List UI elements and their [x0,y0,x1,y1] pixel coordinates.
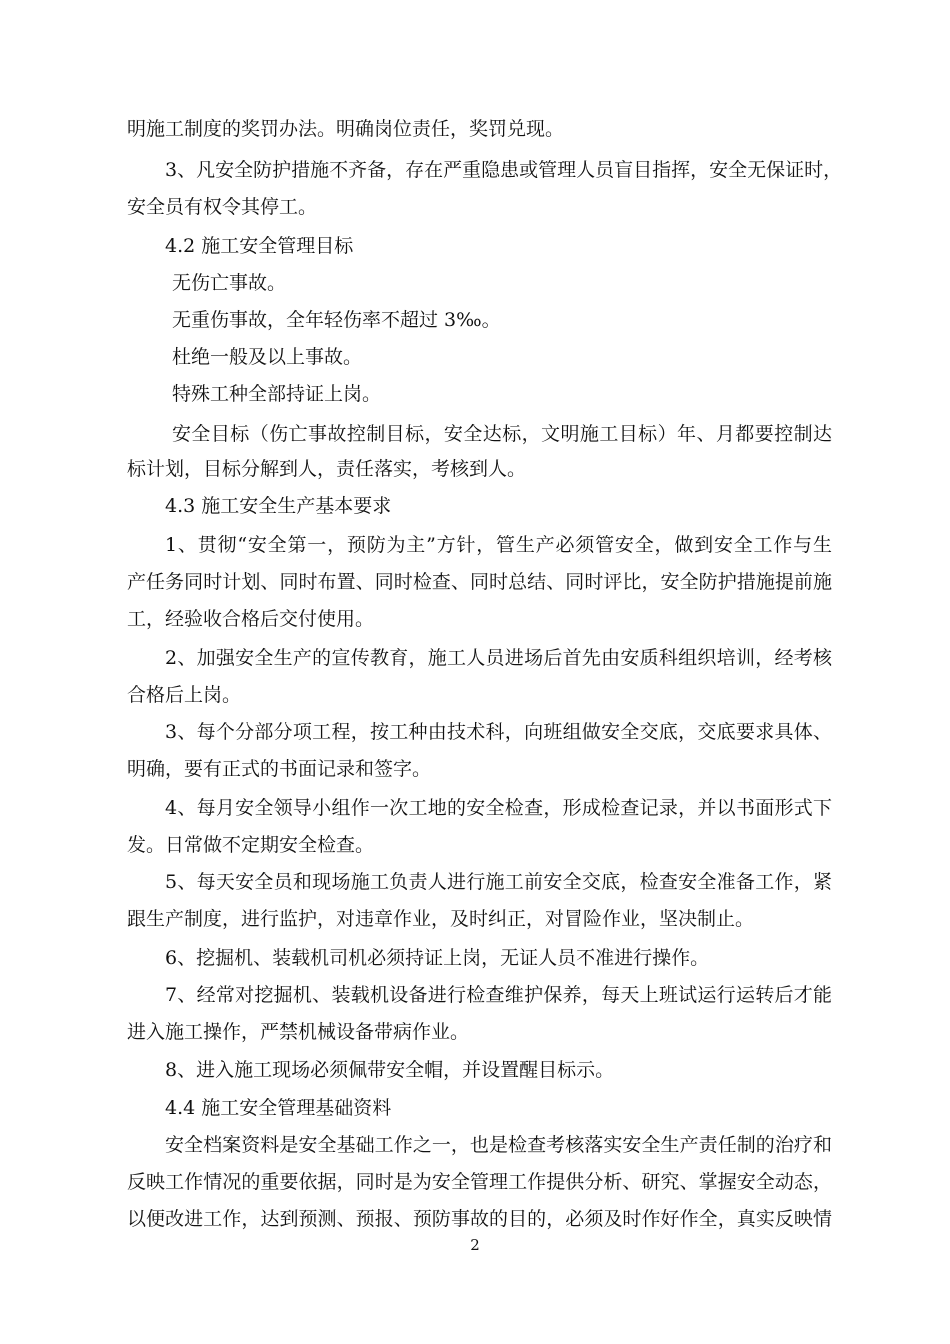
text-line: 杜绝一般及以上事故。 [172,346,363,368]
text-line: 5、每天安全员和现场施工负责人进行施工前安全交底，检查安全准备工作，紧 [165,871,832,893]
text-line: 6、挖掘机、装载机司机必须持证上岗，无证人员不准进行操作。 [165,947,710,969]
text-line: 工，经验收合格后交付使用。 [127,608,375,630]
text-line: 4、每月安全领导小组作一次工地的安全检查，形成检查记录，并以书面形式下 [165,797,832,819]
text-line: 安全档案资料是安全基础工作之一，也是检查考核落实安全生产责任制的治疗和 [165,1134,832,1156]
text-line: 7、经常对挖掘机、装载机设备进行检查维护保养，每天上班试运行运转后才能 [165,984,832,1006]
text-line: 明确，要有正式的书面记录和签字。 [127,758,432,780]
text-line: 无重伤事故，全年轻伤率不超过 3‰。 [172,309,501,331]
text-line: 1、贯彻“安全第一，预防为主”方针，管生产必须管安全，做到安全工作与生 [165,534,832,556]
text-line: 2、加强安全生产的宣传教育，施工人员进场后首先由安质科组织培训，经考核 [165,647,832,669]
section-heading: 4.2 施工安全管理目标 [165,235,354,257]
text-line: 以便改进工作，达到预测、预报、预防事故的目的，必须及时作好作全，真实反映情 [127,1208,832,1230]
text-line: 8、进入施工现场必须佩带安全帽，并设置醒目标示。 [165,1059,615,1081]
text-line: 反映工作情况的重要依据，同时是为安全管理工作提供分析、研究、掌握安全动态， [127,1171,832,1193]
section-heading: 4.3 施工安全生产基本要求 [165,495,392,517]
text-line: 发。日常做不定期安全检查。 [127,834,375,856]
text-line: 产任务同时计划、同时布置、同时检查、同时总结、同时评比，安全防护措施提前施 [127,571,832,593]
text-line: 无伤亡事故。 [172,272,287,294]
page-number: 2 [470,1236,480,1254]
text-line: 合格后上岗。 [127,684,242,706]
text-line: 3、凡安全防护措施不齐备，存在严重隐患或管理人员盲目指挥，安全无保证时， [165,159,843,181]
text-line: 3、每个分部分项工程，按工种由技术科，向班组做安全交底，交底要求具体、 [165,721,832,743]
text-line: 跟生产制度，进行监护，对违章作业，及时纠正，对冒险作业，坚决制止。 [127,908,755,930]
text-line: 特殊工种全部持证上岗。 [172,383,382,405]
text-line: 安全员有权令其停工。 [127,196,318,218]
text-line: 标计划，目标分解到人，责任落实，考核到人。 [127,458,527,480]
text-line: 安全目标（伤亡事故控制目标，安全达标，文明施工目标）年、月都要控制达 [172,423,832,445]
section-heading: 4.4 施工安全管理基础资料 [165,1097,392,1119]
text-line: 明施工制度的奖罚办法。明确岗位责任，奖罚兑现。 [127,118,565,140]
text-line: 进入施工操作，严禁机械设备带病作业。 [127,1021,470,1043]
